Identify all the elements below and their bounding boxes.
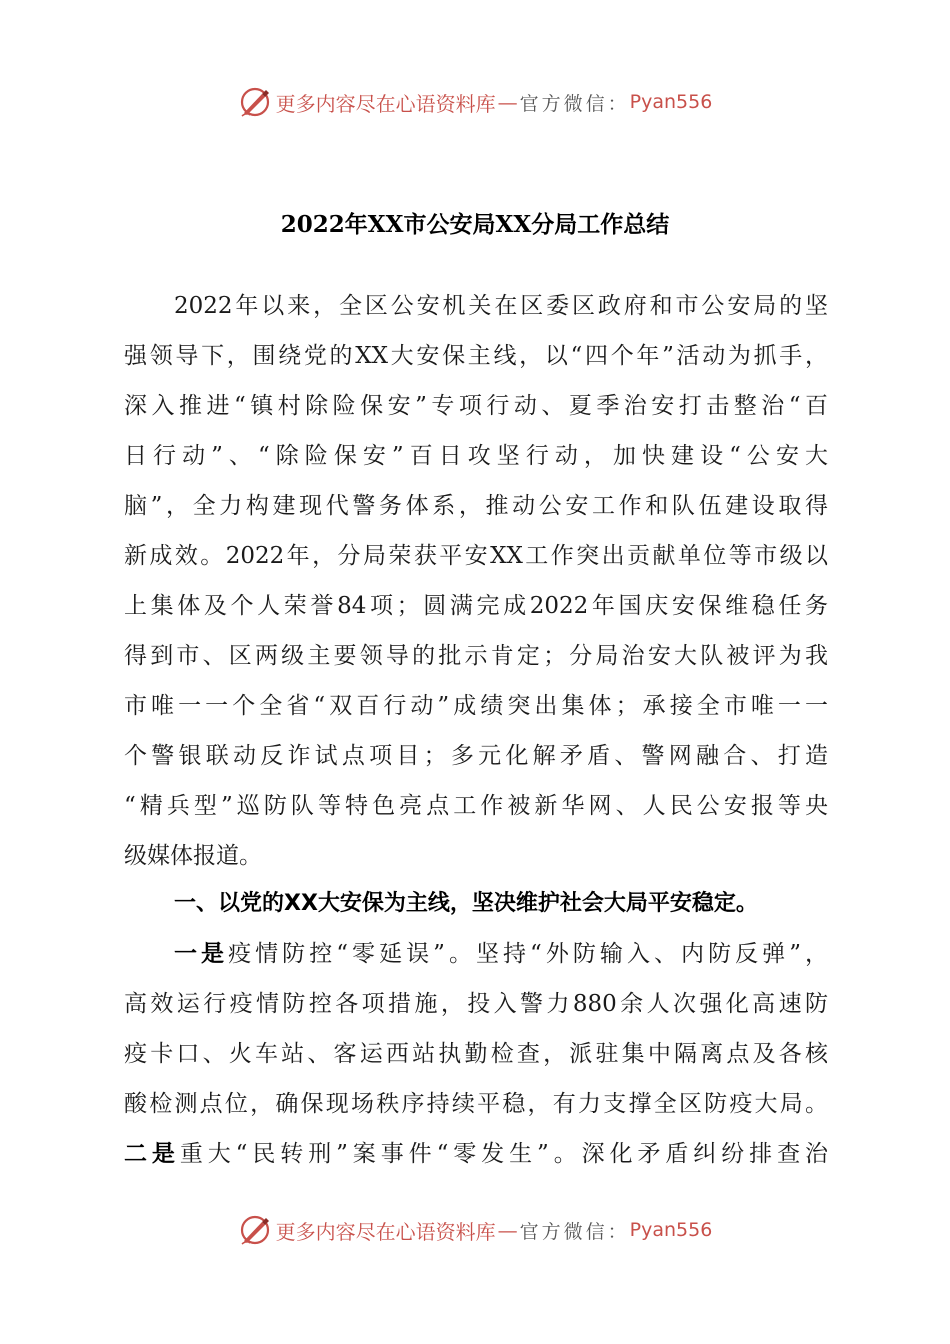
item1-lead: 一是 <box>174 941 229 967</box>
intro-line: 2022年以来，全区公安机关在区委区政府和市公安局的坚 <box>174 293 828 319</box>
watermark-label: 官方微信： <box>519 1220 630 1243</box>
item2-first-line <box>124 1134 828 1174</box>
pen-logo-icon <box>238 85 272 119</box>
watermark-separator: — <box>497 1218 518 1242</box>
pen-logo-icon <box>238 1213 272 1247</box>
intro-line: 强领导下，围绕党的XX大安保主线，以“四个年”活动为抓手， <box>124 343 828 369</box>
item1-line: 酸检测点位，确保现场秩序持续平稳，有力支撑全区防疫大局。 <box>124 1091 828 1117</box>
intro-line: 新成效。2022年，分局荣获平安XX工作突出贡献单位等市级以 <box>124 543 828 569</box>
intro-line: 日行动”、“除险保安”百日攻坚行动，加快建设“公安大 <box>124 443 828 469</box>
watermark-label: 官方微信： <box>519 92 630 115</box>
watermark-wechat-id: Pyan556 <box>629 91 713 113</box>
watermark-separator: — <box>497 90 518 114</box>
intro-line: 市唯一一个全省“双百行动”成绩突出集体；承接全市唯一一 <box>124 693 828 719</box>
intro-line: “精兵型”巡防队等特色亮点工作被新华网、人民公安报等央 <box>124 793 828 819</box>
intro-line: 上集体及个人荣誉84项；圆满完成2022年国庆安保维稳任务 <box>124 593 828 619</box>
intro-line: 级媒体报道。 <box>124 843 262 869</box>
item1-first-line <box>174 934 828 974</box>
watermark-brand: 更多内容尽在心语资料库 <box>275 1219 496 1244</box>
intro-line: 深入推进“镇村除险保安”专项行动、夏季治安打击整治“百 <box>124 393 828 419</box>
intro-line: 个警银联动反诈试点项目；多元化解矛盾、警网融合、打造 <box>124 743 828 769</box>
item1-line: 高效运行疫情防控各项措施，投入警力880余人次强化高速防 <box>124 991 828 1017</box>
intro-line: 得到市、区两级主要领导的批示肯定；分局治安大队被评为我 <box>124 643 828 669</box>
intro-line: 脑”，全力构建现代警务体系，推动公安工作和队伍建设取得 <box>124 493 828 519</box>
watermark-brand: 更多内容尽在心语资料库 <box>275 91 496 116</box>
document-title: 2022年XX市公安局XX分局工作总结 <box>280 211 670 238</box>
footer-watermark <box>0 1208 950 1252</box>
header-watermark <box>0 80 950 124</box>
item1-line: 疫卡口、火车站、客运西站执勤检查，派驻集中隔离点及各核 <box>124 1041 828 1067</box>
section-heading: 一、以党的XX大安保为主线，坚决维护社会大局平安稳定。 <box>174 891 758 916</box>
item2-lead: 二是 <box>124 1141 180 1167</box>
item1-first-line-text: 疫情防控“零延误”。坚持“外防输入、内防反弹”， <box>228 941 828 967</box>
watermark-wechat-id: Pyan556 <box>629 1219 713 1241</box>
item2-first-line-text: 重大“民转刑”案事件“零发生”。深化矛盾纠纷排查治 <box>179 1141 828 1167</box>
